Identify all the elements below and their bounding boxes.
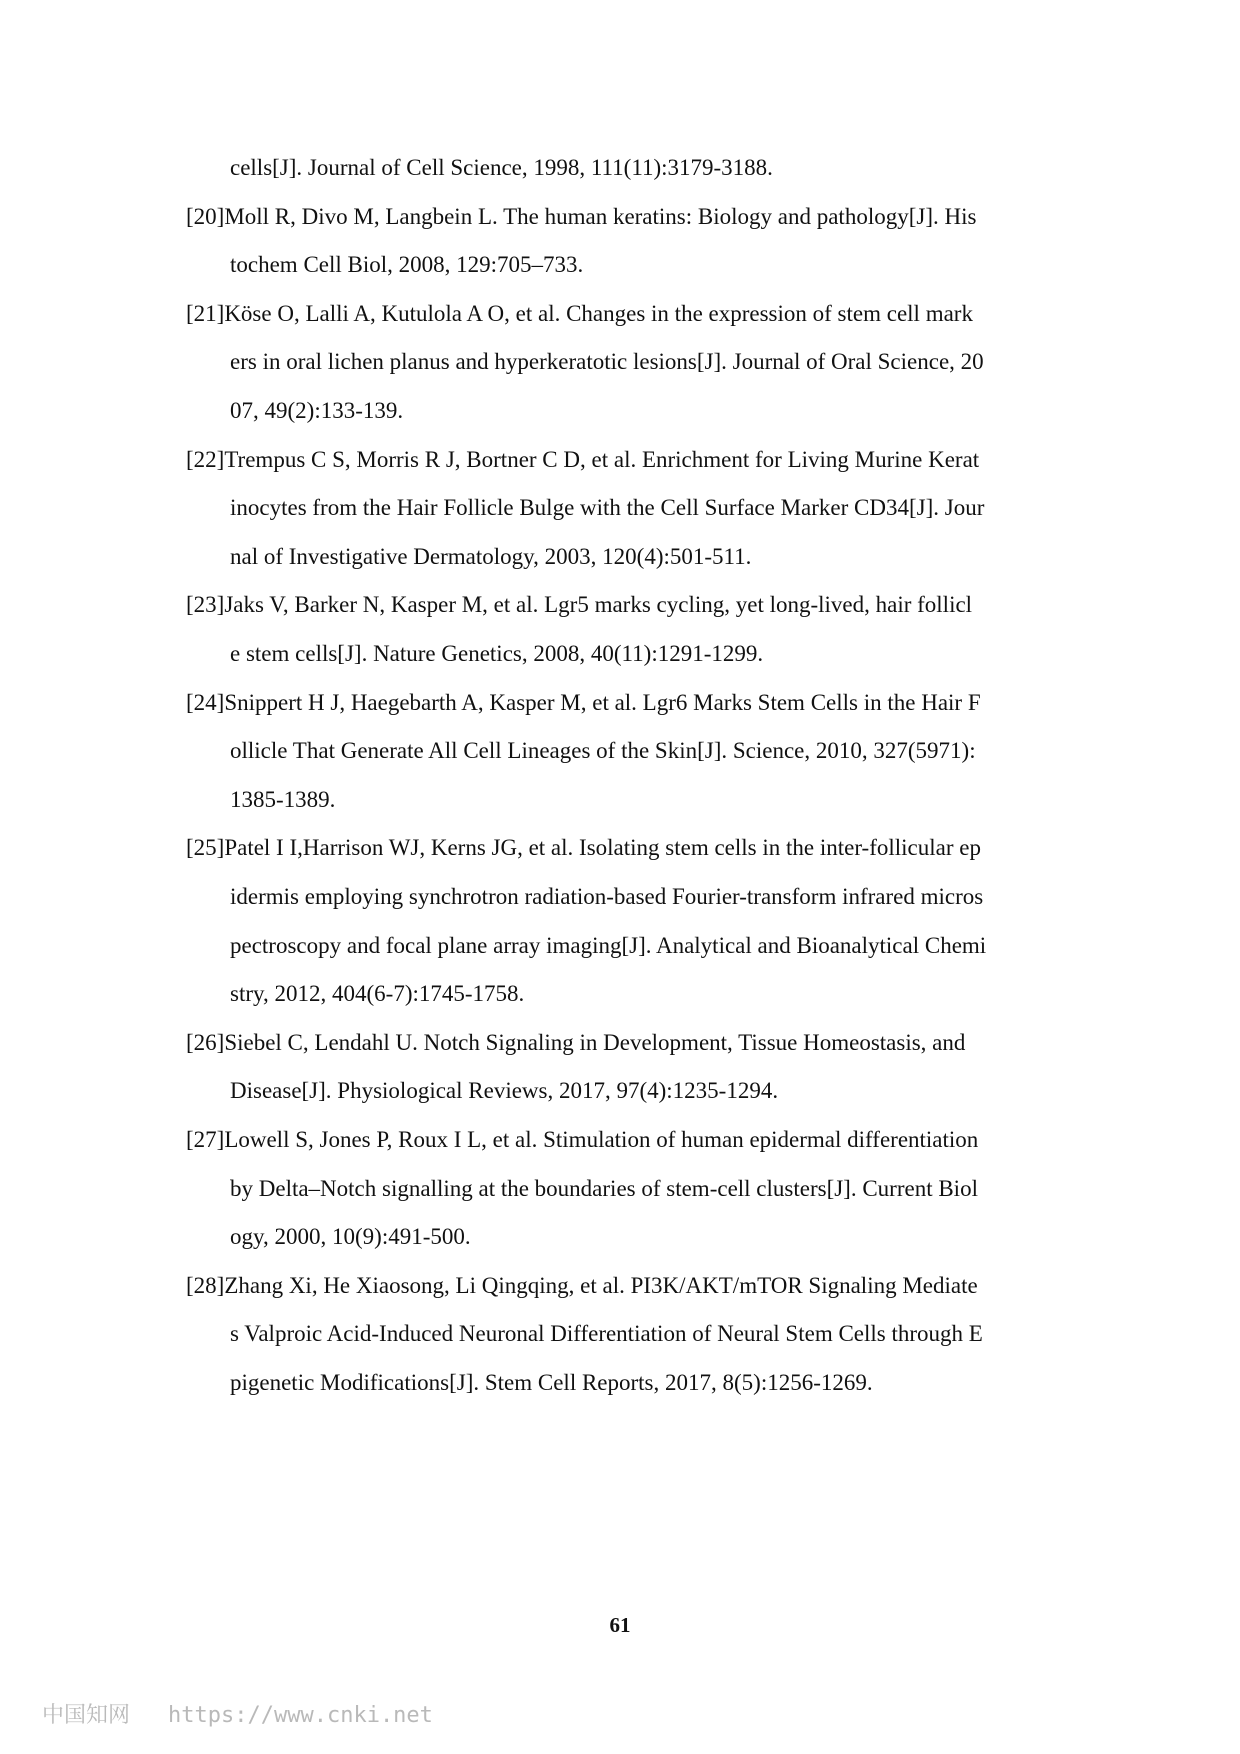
reference-line: 1385-1389.	[230, 787, 336, 812]
reference-line: e stem cells[J]. Nature Genetics, 2008, 40(11):1291-1299.	[230, 641, 764, 666]
reference-line: [27]Lowell S, Jones P, Roux I L, et al. Stimulation of human epidermal differentiation	[186, 1127, 979, 1152]
reference-line: pectroscopy and focal plane array imaging[J]. Analytical and Bioanalytical Chemi	[230, 933, 987, 958]
reference-line: [26]Siebel C, Lendahl U. Notch Signaling in Development, Tissue Homeostasis, and	[186, 1030, 966, 1055]
reference-line: [25]Patel I I,Harrison WJ, Kerns JG, et al. Isolating stem cells in the inter-follicular ep	[186, 835, 981, 860]
reference-line: [23]Jaks V, Barker N, Kasper M, et al. Lgr5 marks cycling, yet long-lived, hair follicl	[186, 592, 973, 617]
reference-line: [24]Snippert H J, Haegebarth A, Kasper M, et al. Lgr6 Marks Stem Cells in the Hair F	[186, 690, 981, 715]
reference-line: pigenetic Modifications[J]. Stem Cell Reports, 2017, 8(5):1256-1269.	[230, 1370, 873, 1395]
reference-line: nal of Investigative Dermatology, 2003, 120(4):501-511.	[230, 544, 752, 569]
reference-line: idermis employing synchrotron radiation-based Fourier-transform infrared micros	[230, 884, 984, 909]
cnki-watermark	[42, 1698, 433, 1729]
watermark-site-name: 中国知网	[42, 1703, 131, 1728]
reference-line: 07, 49(2):133-139.	[230, 398, 404, 423]
reference-line: Disease[J]. Physiological Reviews, 2017, 97(4):1235-1294.	[230, 1078, 779, 1103]
watermark-url: https://www.cnki.net	[168, 1703, 433, 1728]
reference-line: [28]Zhang Xi, He Xiaosong, Li Qingqing, et al. PI3K/AKT/mTOR Signaling Mediate	[186, 1273, 978, 1298]
reference-line: tochem Cell Biol, 2008, 129:705–733.	[230, 252, 584, 277]
reference-line: stry, 2012, 404(6-7):1745-1758.	[230, 981, 525, 1006]
reference-line: [20]Moll R, Divo M, Langbein L. The human keratins: Biology and pathology[J]. His	[186, 204, 977, 229]
reference-line: ogy, 2000, 10(9):491-500.	[230, 1224, 471, 1249]
reference-line: cells[J]. Journal of Cell Science, 1998, 111(11):3179-3188.	[230, 155, 773, 180]
reference-line: [22]Trempus C S, Morris R J, Bortner C D, et al. Enrichment for Living Murine Kerat	[186, 447, 980, 472]
page-number: 61	[609, 1613, 631, 1637]
reference-line: ollicle That Generate All Cell Lineages of the Skin[J]. Science, 2010, 327(5971):	[230, 738, 976, 763]
reference-line: ers in oral lichen planus and hyperkeratotic lesions[J]. Journal of Oral Science, 20	[230, 349, 984, 374]
reference-line: [21]Köse O, Lalli A, Kutulola A O, et al. Changes in the expression of stem cell mark	[186, 301, 973, 326]
reference-line: s Valproic Acid-Induced Neuronal Differentiation of Neural Stem Cells through E	[230, 1321, 983, 1346]
reference-line: inocytes from the Hair Follicle Bulge with the Cell Surface Marker CD34[J]. Jour	[230, 495, 985, 520]
reference-line: by Delta–Notch signalling at the boundaries of stem-cell clusters[J]. Current Biol	[230, 1176, 978, 1201]
